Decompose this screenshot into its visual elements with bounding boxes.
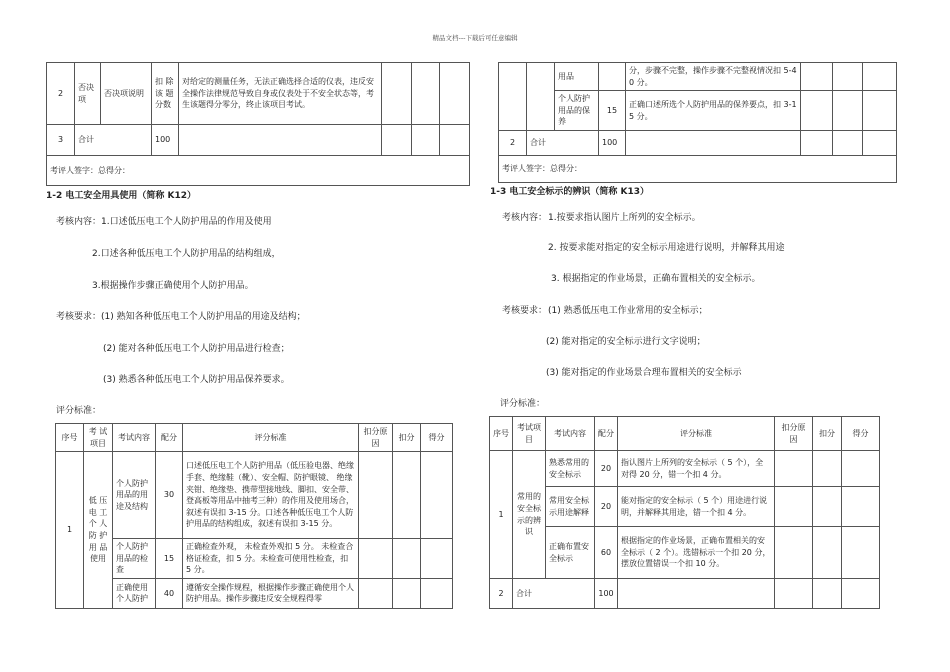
right-scoring-table: [489, 416, 880, 609]
column-header: 序号: [56, 424, 84, 452]
row-content: 个人防护用品的保养: [555, 91, 599, 131]
row-item: 常用的安全标示的辨识: [513, 451, 546, 579]
content-item: 3. 根据指定的作业场景，正确布置相关的安全标示。: [551, 274, 761, 284]
row-total-label: 合计: [513, 579, 595, 609]
column-header: 考试内容: [113, 424, 156, 452]
table-row: [499, 130, 897, 155]
row-content: 用品: [555, 63, 599, 91]
row-content: 常用安全标示用途解释: [546, 487, 595, 527]
content-label: 考核内容：: [56, 217, 102, 227]
row-standard: 能对指定的安全标示（ 5 个）用途进行说明，并解释其用途，错一个扣 4 分。: [618, 487, 775, 527]
column-header: 考试内容: [546, 417, 595, 451]
row-points: [599, 63, 626, 91]
watermark: 精品文档---下载后可任意编辑: [432, 34, 518, 42]
row-content: 熟悉常用的安全标示: [546, 451, 595, 487]
row-points: 30: [156, 452, 183, 539]
signature-line: 考评人签字：总得分：: [499, 155, 897, 182]
row-item: 低 压 电 工 个 人 防 护 用 品 使用: [84, 452, 113, 609]
row-total-label: 合计: [527, 130, 599, 155]
row-total-points: 100: [595, 579, 618, 609]
row-content: 个人防护用品的用途及结构: [113, 452, 156, 539]
row-total-points: 100: [599, 130, 626, 155]
requirement-item: (3) 能对指定的作业场景合理布置相关的安全标示: [546, 368, 742, 378]
column-header: 得分: [421, 424, 453, 452]
section-title: 1-3 电工安全标示的辨识（简称 K13）: [490, 187, 650, 197]
column-header: 扣分原因: [359, 424, 393, 452]
row-standard: 正确口述所选个人防护用品的保养要点，扣 3-15 分。: [626, 91, 801, 131]
row-standard: 遵循安全操作规程，根据操作步骤正确使用个人防护用品。操作步骤违反安全规程得零: [183, 578, 359, 608]
row-points: 15: [599, 91, 626, 131]
table-row: [47, 156, 470, 186]
row-number: 2: [47, 63, 75, 125]
column-header: 扣分原因: [775, 417, 813, 451]
table-row: [56, 578, 453, 608]
table-row: [47, 125, 470, 156]
content-item: 1.按要求指认图片上所列的安全标示。: [548, 213, 701, 223]
row-number: 1: [56, 452, 84, 609]
row-content: 正确使用个人防护: [113, 578, 156, 608]
row-points: 20: [595, 451, 618, 487]
column-header: 评分标准: [183, 424, 359, 452]
requirement-item: (1) 熟悉低压电工作业常用的安全标示；: [548, 306, 708, 316]
signature-line: 考评人签字：总得分：: [47, 156, 470, 186]
table-row: [47, 63, 470, 125]
row-standard: 对给定的测量任务，无法正确选择合适的仪表，违反安全操作法律规范导致自身或仪表处于不安全状态等，考生该题得分零分，终止该项目考试。: [179, 63, 382, 125]
row-content: 个人防护用品的检查: [113, 539, 156, 579]
row-number: 3: [47, 125, 75, 156]
row-total-label: 合计: [75, 125, 152, 156]
table-row: [56, 452, 453, 539]
column-header: 得分: [842, 417, 880, 451]
row-item: 否决项: [75, 63, 101, 125]
table-row: [490, 527, 880, 579]
table-row: [490, 579, 880, 609]
content-item: 3.根据操作步骤正确使用个人防护用品。: [92, 281, 254, 291]
column-header: 考试项目: [513, 417, 546, 451]
table-row: [490, 487, 880, 527]
criteria-label: 评分标准：: [56, 406, 102, 416]
row-total-points: 100: [152, 125, 179, 156]
row-points: 40: [156, 578, 183, 608]
criteria-label: 评分标准：: [500, 399, 546, 409]
column-header: 扣分: [393, 424, 421, 452]
left-scoring-table: [55, 423, 453, 609]
table-row: [490, 451, 880, 487]
column-header: 扣分: [813, 417, 842, 451]
section-title: 1-2 电工安全用具使用（简称 K12）: [46, 191, 197, 201]
requirement-item: (1) 熟知各种低压电工个人防护用品的用途及结构；: [101, 312, 306, 322]
content-item: 2. 按要求能对指定的安全标示用途进行说明，并解释其用途: [548, 243, 785, 253]
row-standard: 正确检查外观， 未检查外观扣 5 分。 未检查合格证检查，扣 5 分。未检查可使用性检查，扣 5 分。: [183, 539, 359, 579]
row-content: 否决项说明: [101, 63, 152, 125]
table-row: [499, 91, 897, 131]
row-points: 20: [595, 487, 618, 527]
table-header-row: [490, 417, 880, 451]
content-item: 2.口述各种低压电工个人防护用品的结构组成，: [92, 249, 281, 259]
requirement-item: (2) 能对指定的安全标示进行文字说明；: [546, 337, 706, 347]
column-header: 序号: [490, 417, 513, 451]
requirement-item: (3) 熟悉各种低压电工个人防护用品保养要求。: [103, 375, 290, 385]
column-header: 配分: [595, 417, 618, 451]
row-number: 2: [499, 130, 527, 155]
requirement-label: 考核要求：: [502, 306, 548, 316]
column-header: 评分标准: [618, 417, 775, 451]
row-standard: 分，步骤不完整，操作步骤不完整视情况扣 5-40 分。: [626, 63, 801, 91]
row-standard: 根据指定的作业场景，正确布置相关的安全标示（ 2 个）。选错标示一个扣 20 分，摆放位置错误一个扣 10 分。: [618, 527, 775, 579]
requirement-item: (2) 能对各种低压电工个人防护用品进行检查；: [103, 344, 290, 354]
row-points: 60: [595, 527, 618, 579]
right-top-table: [498, 62, 897, 183]
row-number: 1: [490, 451, 513, 579]
left-top-table: [46, 62, 470, 186]
column-header: 配分: [156, 424, 183, 452]
row-content: 正确布置安全标示: [546, 527, 595, 579]
requirement-label: 考核要求：: [56, 312, 102, 322]
table-row: [499, 155, 897, 182]
row-standard: 口述低压电工个人防护用品（低压验电器、绝缘手套、绝缘鞋（靴）、安全帽、防护眼镜、 绝缘夹钳、绝缘垫、携带型接地线、脚扣、安全带、登高板等用品中抽考三种）的作用及使用场合，叙述有误扣 3-15 分。口述各种低压电工个人防护用品的结构组成，叙述有误扣 3-15 分。: [183, 452, 359, 539]
table-header-row: [56, 424, 453, 452]
row-number: 2: [490, 579, 513, 609]
column-header: 考 试 项目: [84, 424, 113, 452]
row-points: 15: [156, 539, 183, 579]
content-item: 1.口述低压电工个人防护用品的作用及使用: [101, 217, 272, 227]
row-standard: 指认图片上所列的安全标示（ 5 个），全对得 20 分，错一个扣 4 分。: [618, 451, 775, 487]
table-row: [56, 539, 453, 579]
row-points: 扣 除 该 题 分数: [152, 63, 179, 125]
content-label: 考核内容：: [502, 213, 548, 223]
table-row: [499, 63, 897, 91]
